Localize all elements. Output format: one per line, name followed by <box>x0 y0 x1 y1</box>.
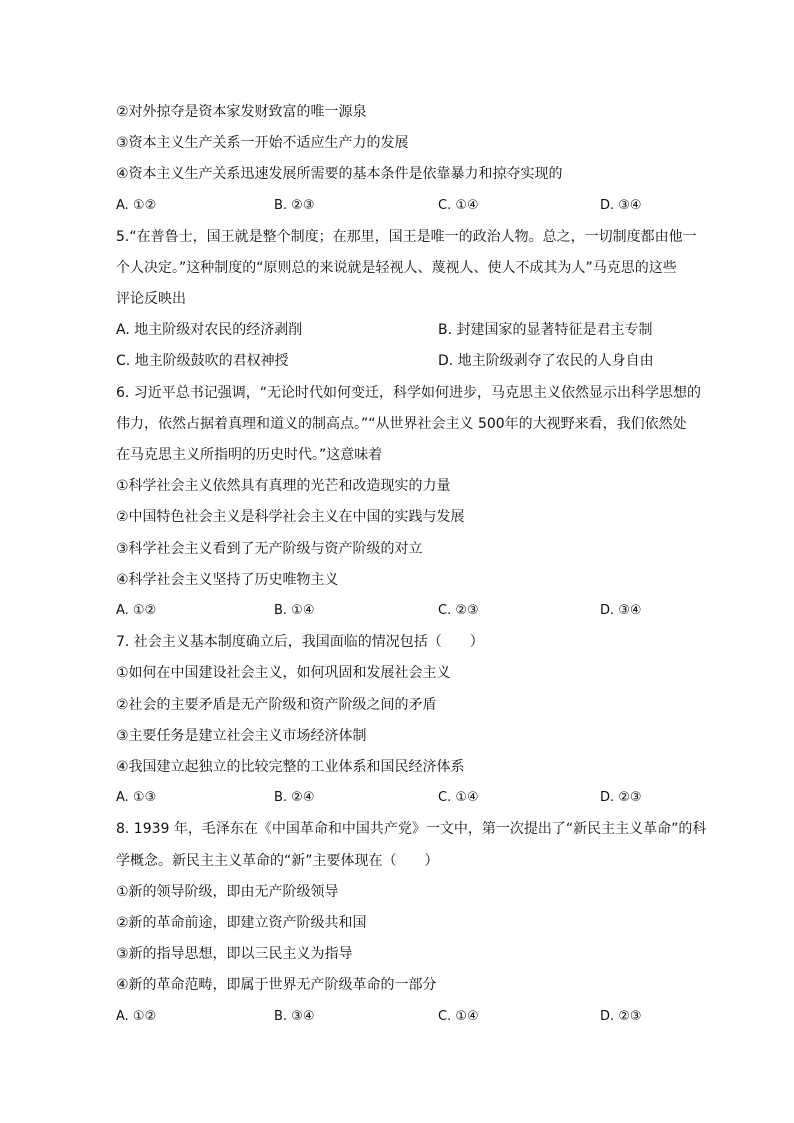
q5-option-c[interactable]: C. 地主阶级鼓吹的君权神授 <box>116 353 289 369</box>
q5-option-d[interactable]: D. 地主阶级剥夺了农民的人身自由 <box>438 353 654 369</box>
q7-options <box>116 789 676 807</box>
q4-statement-4: ④资本主义生产关系迅速发展所需要的基本条件是依靠暴力和掠夺实现的 <box>116 166 563 182</box>
q7-statement-4: ④我国建立起独立的比较完整的工业体系和国民经济体系 <box>116 759 465 775</box>
q8-statement-3: ③新的指导思想，即以三民主义为指导 <box>116 946 353 962</box>
q7-statement-2: ②社会的主要矛盾是无产阶级和资产阶级之间的矛盾 <box>116 697 437 713</box>
q7-option-a[interactable]: A. ①③ <box>116 790 157 805</box>
q8-option-d[interactable]: D. ②③ <box>600 1009 642 1024</box>
q5-option-a[interactable]: A. 地主阶级对农民的经济剥削 <box>116 322 303 338</box>
q6-option-b[interactable]: B. ①④ <box>274 603 315 618</box>
q5-stem-line-3: 评论反映出 <box>116 291 186 307</box>
q4-option-c[interactable]: C. ①④ <box>438 198 479 213</box>
q5-options-row-1 <box>116 321 676 339</box>
q5-option-b[interactable]: B. 封建国家的显著特征是君主专制 <box>438 322 653 338</box>
q4-option-b[interactable]: B. ②③ <box>274 198 315 213</box>
q4-options <box>116 197 676 215</box>
q7-option-c[interactable]: C. ①④ <box>438 790 479 805</box>
q7-stem-line-1: 7. 社会主义基本制度确立后，我国面临的情况包括（ ） <box>116 634 484 650</box>
q8-option-c[interactable]: C. ①④ <box>438 1009 479 1024</box>
q8-option-a[interactable]: A. ①② <box>116 1009 157 1024</box>
q7-option-b[interactable]: B. ②④ <box>274 790 315 805</box>
q8-stem-line-2: 学概念。新民主主义革命的“新”主要体现在（ ） <box>116 853 439 869</box>
q6-stem-line-3: 在马克思主义所指明的历史时代。”这意味着 <box>116 447 383 463</box>
q6-statement-1: ①科学社会主义依然具有真理的光芒和改造现实的力量 <box>116 478 451 494</box>
q4-option-d[interactable]: D. ③④ <box>600 198 642 213</box>
q6-stem-line-1: 6. 习近平总书记强调，“无论时代如何变迁，科学如何进步，马克思主义依然显示出科学思想的 <box>116 385 702 401</box>
q5-options-row-2 <box>116 352 676 370</box>
q8-statement-2: ②新的革命前途，即建立资产阶级共和国 <box>116 915 367 931</box>
q6-statement-3: ③科学社会主义看到了无产阶级与资产阶级的对立 <box>116 541 423 557</box>
q6-option-d[interactable]: D. ③④ <box>600 603 642 618</box>
q8-stem-line-1: 8. 1939 年，毛泽东在《中国革命和中国共产党》一文中，第一次提出了“新民主主义革命”的科 <box>116 821 707 837</box>
q8-option-b[interactable]: B. ③④ <box>274 1009 315 1024</box>
q8-statement-1: ①新的领导阶级，即由无产阶级领导 <box>116 884 339 900</box>
q7-option-d[interactable]: D. ②③ <box>600 790 642 805</box>
q4-statement-2: ②对外掠夺是资本家发财致富的唯一源泉 <box>116 104 367 120</box>
q4-option-a[interactable]: A. ①② <box>116 198 157 213</box>
q8-statement-4: ④新的革命范畴，即属于世界无产阶级革命的一部分 <box>116 977 437 993</box>
q6-option-a[interactable]: A. ①② <box>116 603 157 618</box>
q6-stem-line-2: 伟力，依然占据着真理和道义的制高点。”“从世界社会主义 500年的大视野来看，我们依然处 <box>116 416 687 432</box>
q6-statement-2: ②中国特色社会主义是科学社会主义在中国的实践与发展 <box>116 509 465 525</box>
q5-stem-line-1: 5.“在普鲁士，国王就是整个制度；在那里，国王是唯一的政治人物。总之，一切制度都由他一 <box>116 229 697 245</box>
q5-stem-line-2: 个人决定。”这种制度的“原则总的来说就是轻视人、蔑视人、使人不成其为人”马克思的这些 <box>116 260 677 276</box>
q8-options <box>116 1008 676 1026</box>
q7-statement-3: ③主要任务是建立社会主义市场经济体制 <box>116 728 367 744</box>
q6-statement-4: ④科学社会主义坚持了历史唯物主义 <box>116 572 339 588</box>
q6-options <box>116 602 676 620</box>
q7-statement-1: ①如何在中国建设社会主义，如何巩固和发展社会主义 <box>116 665 451 681</box>
q6-option-c[interactable]: C. ②③ <box>438 603 479 618</box>
q4-statement-3: ③资本主义生产关系一开始不适应生产力的发展 <box>116 135 409 151</box>
